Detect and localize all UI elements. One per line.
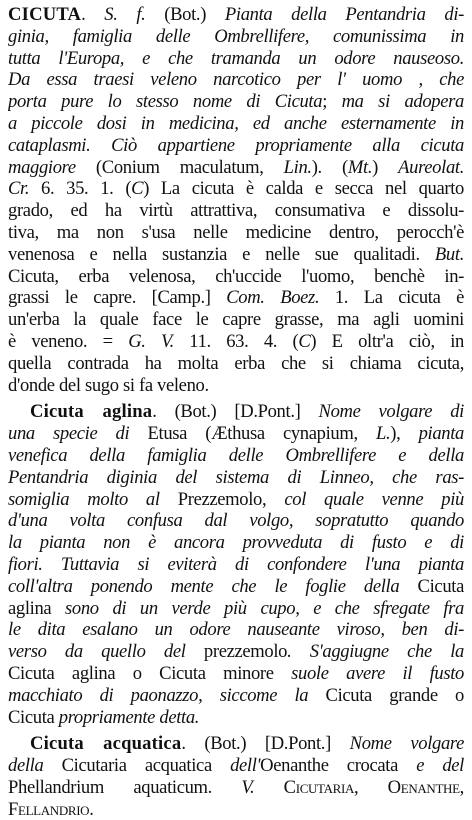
entry-line — [8, 598, 464, 620]
text-segment: quella contrada ha molta erba che si chiama cicuta, — [8, 352, 464, 374]
text-segment: ; — [322, 91, 342, 113]
text-segment: ) — [372, 156, 399, 178]
entry-line — [8, 641, 464, 663]
dictionary-entry — [8, 733, 464, 820]
italic-text: Pianta della Pentandria di- — [224, 4, 464, 25]
entry-line — [8, 489, 464, 511]
entry-line — [8, 266, 464, 288]
headword: Cicuta aglina — [30, 401, 153, 423]
text-segment: . (Bot.) [D.Pont.] — [152, 401, 319, 423]
dictionary-entry — [8, 4, 464, 396]
text-segment: tiva, ma non s'usa nelle medicine dentro, perocch'è — [8, 221, 464, 243]
text-segment: 11. 63. 4. ( — [173, 330, 299, 352]
text-segment: Cicuta grande o — [308, 684, 464, 706]
entry-line — [8, 755, 464, 777]
entry-line — [8, 309, 464, 331]
italic-text: Mt. — [347, 156, 373, 178]
italic-text: C — [298, 330, 311, 352]
italic-text: ginia, famiglia delle Ombrellifere, comunissima in — [8, 25, 464, 47]
italic-text: S. f. — [104, 4, 146, 25]
text-segment: Cicuta aglina o Cicuta minore — [8, 662, 292, 684]
text-segment: è veneno. = — [8, 330, 129, 352]
text-segment: Cicutaria acquatica — [43, 755, 231, 777]
italic-text: col quale venne più — [284, 488, 464, 510]
italic-text: Nome volgare di — [318, 401, 464, 423]
entry-line — [8, 91, 464, 113]
text-segment: 6. 35. 1. ( — [29, 178, 132, 200]
entry-line — [8, 26, 464, 48]
text-segment: venenosa e nella sustanzia e nelle sue qualitadi. — [8, 243, 435, 265]
text-segment: aglina — [8, 597, 66, 619]
italic-text: la pianta non è ancora provveduta di fusto e di — [8, 532, 464, 554]
text-segment — [254, 777, 283, 798]
italic-text: somiglia molto al — [8, 488, 160, 510]
headword: Cicuta acquatica — [30, 733, 182, 755]
entry-line — [8, 375, 464, 397]
italic-text: ma si adopera — [341, 91, 464, 113]
text-segment: ) La cicuta è calda e secca nel quarto — [143, 178, 464, 200]
italic-text: V. — [241, 776, 255, 798]
entry-line — [8, 69, 464, 91]
italic-text: . S'aggiugne che la — [287, 641, 464, 663]
entry-first-line — [8, 401, 464, 423]
italic-text: tutta l'Europa, e che tramanda un odore nauseoso. — [8, 47, 464, 69]
entry-line — [8, 353, 464, 375]
italic-text: Pentandria diginia del sistema di Linneo, che ras- — [8, 466, 464, 488]
italic-text: Aureolat. — [398, 156, 464, 178]
entry-line — [8, 178, 464, 200]
italic-text: pianta — [418, 423, 464, 445]
entry-line — [8, 510, 464, 532]
text-segment: ). ( — [311, 156, 348, 178]
italic-text: macchiato di paonazzo, siccome la — [8, 684, 309, 706]
italic-text: verso da quello del — [8, 641, 186, 663]
text-segment: Prezzemolo, — [159, 488, 285, 510]
italic-text: C — [131, 178, 144, 200]
entry-line — [8, 135, 464, 157]
entry-line — [8, 200, 464, 222]
entry-line — [8, 554, 464, 576]
text-segment: (Bot.) — [145, 4, 225, 25]
entry-first-line — [8, 4, 464, 26]
entry-line — [8, 244, 464, 266]
entry-first-line — [8, 733, 464, 755]
entry-line — [8, 445, 464, 467]
text-segment: Phellandrium aquaticum. — [8, 776, 242, 798]
text-segment: 1. La cicuta è — [319, 287, 464, 309]
italic-text: Nome volgare — [349, 733, 464, 755]
entry-line — [8, 532, 464, 554]
italic-text: suole avere il fusto — [291, 662, 464, 684]
entry-line — [8, 777, 464, 799]
italic-text: coll'altra ponendo mente che le foglie della — [8, 575, 400, 597]
italic-text: sono di un verde più cupo, e che sfregate fra — [65, 597, 464, 619]
entry-line — [8, 287, 464, 309]
headword: CICUTA — [8, 4, 82, 25]
italic-text: fiori. Tuttavia si eviterà di confondere l'una pianta — [8, 553, 464, 575]
italic-text: d'una volta confusa dal volgo, sopratutto quando — [8, 510, 464, 532]
text-segment: ), — [390, 423, 419, 445]
italic-text: Lin. — [283, 156, 312, 178]
entry-line — [8, 799, 464, 820]
text-segment: d'onde del sugo si fa veleno. — [8, 374, 209, 396]
entry-line — [8, 467, 464, 489]
entry-line — [8, 113, 464, 135]
entry-line — [8, 48, 464, 70]
entry-list — [8, 4, 464, 820]
entry-line — [8, 157, 464, 179]
italic-text: della — [8, 755, 44, 777]
text-segment: Cicuta — [399, 575, 464, 597]
text-segment: Cicuta — [8, 706, 59, 728]
entry-line — [8, 707, 464, 729]
italic-text: L. — [375, 423, 391, 445]
entry-line — [8, 576, 464, 598]
text-segment: ) E oltr'a ciò, in — [310, 330, 464, 352]
entry-line — [8, 663, 464, 685]
text-segment: . (Bot.) [D.Pont.] — [181, 733, 350, 755]
text-segment: Oenanthe crocata — [260, 755, 417, 777]
italic-text: venefica della famiglia delle Ombrellifere e della — [8, 444, 464, 466]
italic-text: a piccole dosi in medicina, ed anche esternamente in — [8, 112, 464, 134]
italic-text: porta pure lo stesso nome di Cicuta — [8, 91, 323, 113]
italic-text: Cr. — [8, 178, 30, 200]
text-segment: Cicuta, erba velenosa, ch'uccide l'uomo, benchè in- — [8, 265, 464, 287]
dictionary-entry — [8, 401, 464, 728]
entry-line — [8, 619, 464, 641]
cross-reference: Fellandrio. — [8, 798, 94, 820]
text-segment: Etusa (Æthusa cynapium, — [129, 423, 376, 445]
entry-line — [8, 685, 464, 707]
text-segment: (Conium maculatum, — [75, 156, 284, 178]
italic-text: le dita esalano un odore nauseante viroso, ben di- — [8, 619, 464, 641]
italic-text: cataplasmi. Ciò appartiene propriamente alla cicuta — [8, 134, 464, 156]
italic-text: G. V. — [128, 330, 174, 352]
cross-reference: Cicutaria, Oenanthe, — [283, 776, 464, 798]
text-segment: prezzemolo — [185, 641, 288, 663]
text-segment: un'erba la quale face le capre grasse, ma agli uomini — [8, 309, 464, 331]
italic-text: dell' — [230, 755, 261, 777]
italic-text: una specie di — [8, 423, 130, 445]
entry-line — [8, 423, 464, 445]
text-segment: . — [81, 4, 105, 25]
entry-line — [8, 222, 464, 244]
text-segment: grado, ed ha virtù attrattiva, consumativa e dissolu- — [8, 200, 464, 222]
italic-text: e del — [416, 755, 464, 777]
italic-text: maggiore — [8, 156, 76, 178]
italic-text: But. — [434, 243, 464, 265]
entry-line — [8, 331, 464, 353]
italic-text: Com. Boez. — [226, 287, 320, 309]
italic-text: propriamente detta. — [58, 706, 200, 728]
text-segment: grassi le capre. [Camp.] — [8, 287, 227, 309]
italic-text: Da essa traesi veleno narcotico per l' uomo , che — [8, 69, 464, 91]
